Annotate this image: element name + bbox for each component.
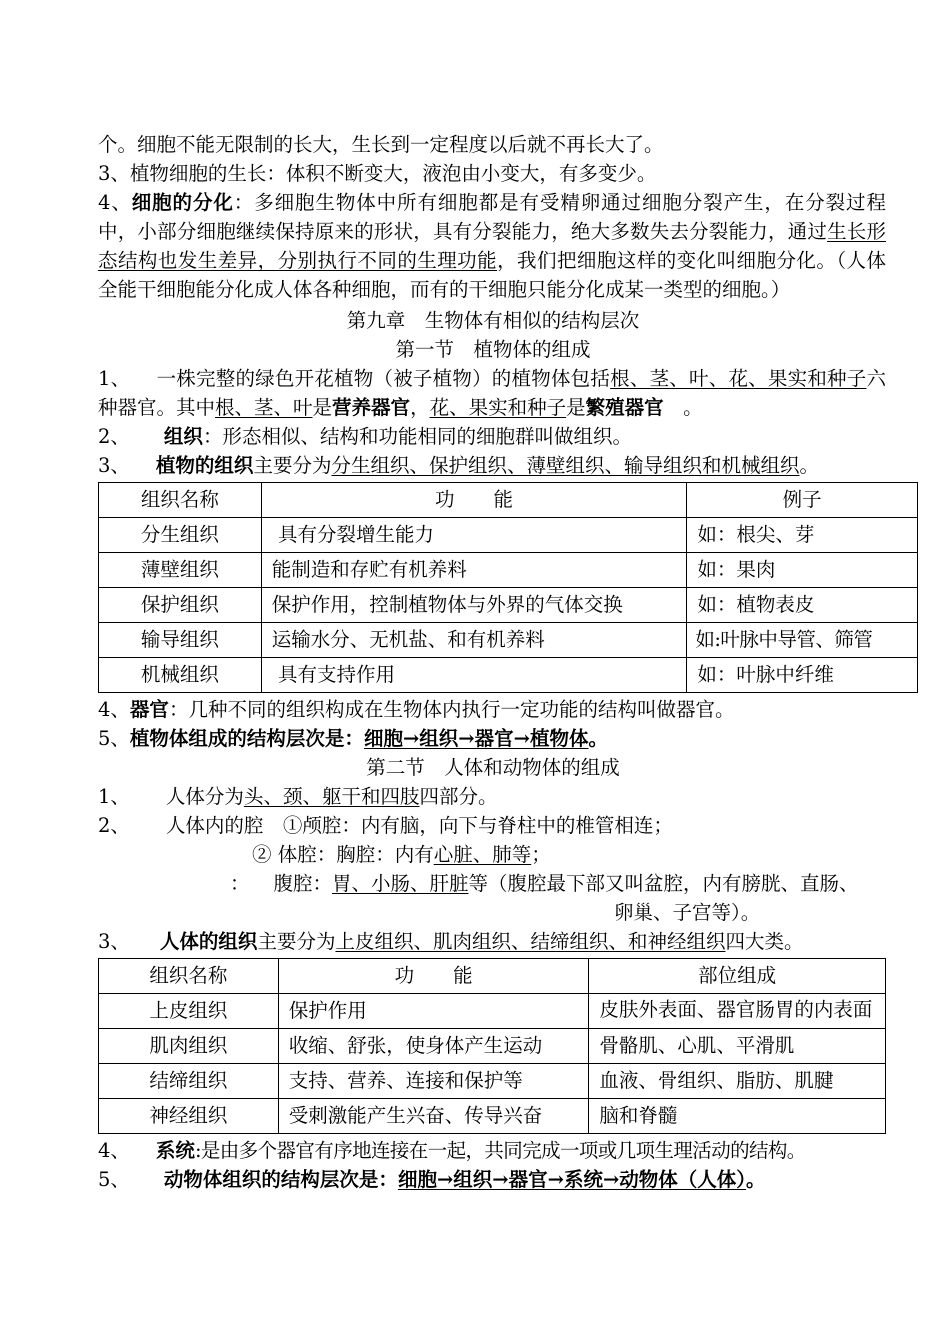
term-bold: 组织	[163, 425, 203, 448]
item-number: 2、	[98, 814, 130, 837]
term-bold: 动物体组织的结构层次是：	[163, 1168, 398, 1191]
table-row	[99, 1029, 886, 1064]
list-item	[98, 1136, 888, 1165]
table-cell: 薄壁组织	[99, 553, 262, 588]
table-header-row	[99, 959, 886, 994]
paragraph-text: 主要分为	[257, 930, 336, 953]
item-number: 3、	[98, 930, 130, 953]
table-header-row	[99, 483, 918, 518]
underlined-text: 根、茎、叶	[215, 396, 313, 419]
paragraph-text: :是由多个器官有序地连接在一起，共同完成一项或几项生理活动的结构。	[194, 1139, 806, 1162]
table-cell: 如：植物表皮	[687, 588, 918, 623]
plant-tissue-table	[98, 482, 918, 693]
paragraph-text: ：多细胞生物体中所有细胞都是有受精卵通过细胞分裂产生，在分裂过程中，小部分细胞继续保持原来的形状，具有分裂能力，绝大多数失去分裂能力，通过	[98, 191, 886, 243]
table-cell: 如：果肉	[687, 553, 918, 588]
table-row	[99, 1099, 886, 1134]
table-header: 功 能	[261, 483, 687, 518]
list-item	[98, 451, 888, 480]
item-number: 4、	[98, 1139, 130, 1162]
paragraph-text: 四大类。	[725, 930, 804, 953]
table-cell: 如:叶脉中导管、筛管	[687, 623, 918, 658]
item-number: 3、	[98, 454, 130, 477]
table-cell: 如：根尖、芽	[687, 518, 918, 553]
underlined-text: 细胞→组织→器官→系统→动物体（人体）	[397, 1168, 747, 1191]
list-item	[98, 724, 888, 753]
chapter-title: 第九章 生物体有相似的结构层次	[346, 309, 640, 332]
list-item-continuation	[98, 898, 888, 927]
table-cell: 皮肤外表面、器官肠胃的内表面	[589, 994, 886, 1029]
table-cell: 运输水分、无机盐、和有机养料	[261, 623, 687, 658]
section-title: 第二节 人体和动物体的组成	[366, 756, 620, 779]
term-bold: 繁殖器官	[585, 396, 664, 419]
term-bold: 营养器官	[332, 396, 411, 419]
table-header: 例子	[687, 483, 918, 518]
paragraph-text: 卵巢、子宫等）。	[614, 901, 761, 924]
list-item	[98, 1165, 888, 1194]
paragraph-text: 。	[663, 396, 703, 419]
list-item	[98, 927, 888, 956]
paragraph-text: 是	[566, 396, 586, 419]
underlined-text: 细胞→组织→器官→植物体	[363, 727, 589, 750]
paragraph-text: 一株完整的绿色开花植物（被子植物）的植物体包括	[156, 367, 611, 390]
table-cell: 结缔组织	[99, 1064, 279, 1099]
underlined-text: 胃、小肠、肝脏	[332, 872, 469, 895]
paragraph-text: 。	[799, 454, 819, 477]
term-bold: 植物的组织	[155, 454, 254, 477]
table-cell: 如：叶脉中纤维	[687, 658, 918, 693]
paragraph-text: 六种器官。其中	[98, 367, 886, 419]
table-cell: 收缩、舒张，使身体产生运动	[278, 1029, 589, 1064]
table-cell: 受刺激能产生兴奋、传导兴奋	[278, 1099, 589, 1134]
list-item	[98, 422, 888, 451]
list-item-continuation	[98, 840, 888, 869]
underlined-text: 根、茎、叶、花、果实和种子	[610, 367, 867, 390]
table-cell: 分生组织	[99, 518, 262, 553]
table-cell: 支持、营养、连接和保护等	[278, 1064, 589, 1099]
item-number: 1、	[98, 367, 131, 390]
table-row	[99, 623, 918, 658]
paragraph-text: 四部分。	[419, 785, 498, 808]
paragraph-text: 人体分为	[165, 785, 244, 808]
paragraph-text: ：形态相似、结构和功能相同的细胞群叫做组织。	[202, 425, 632, 448]
table-cell: 肌肉组织	[99, 1029, 279, 1064]
table-header: 组织名称	[99, 483, 262, 518]
table-cell: 输导组织	[99, 623, 262, 658]
list-item	[98, 364, 886, 422]
underlined-text: 头、颈、躯干和四肢	[243, 785, 420, 808]
table-cell: 具有支持作用	[261, 658, 687, 693]
table-cell: 神经组织	[99, 1099, 279, 1134]
paragraph-text: ，	[410, 396, 430, 419]
item-number: 1、	[98, 785, 130, 808]
table-cell: 保护作用	[278, 994, 589, 1029]
paragraph-text: 是	[312, 396, 333, 419]
term-bold: 。	[746, 1168, 766, 1191]
underlined-text: 分生组织、保护组织、薄壁组织、输导组织和机械组织	[331, 454, 800, 477]
paragraph-text: ，我们把细胞这样的变化叫细胞分化。（人体全能干细胞能分化成人体各种细胞，而有的干细胞只能分化成某一类型的细胞。）	[98, 249, 886, 301]
table-header: 组织名称	[99, 959, 279, 994]
cell-differentiation-paragraph	[98, 188, 886, 304]
document-page	[98, 130, 888, 1194]
table-cell: 机械组织	[99, 658, 262, 693]
item-number: 5、	[98, 727, 130, 750]
term-bold: 。	[588, 727, 608, 750]
item-number: 2、	[98, 425, 130, 448]
paragraph-text: 腹腔：	[273, 872, 333, 895]
table-header: 部位组成	[589, 959, 886, 994]
list-item	[98, 811, 888, 840]
list-item	[98, 782, 888, 811]
table-row	[99, 658, 918, 693]
item-number: 4、	[98, 698, 130, 721]
item-number: 4、	[98, 191, 132, 214]
list-item-continuation	[98, 869, 888, 898]
table-row	[99, 994, 886, 1029]
paragraph-text: 人体内的腔 ①颅腔：内有脑，向下与脊柱中的椎管相连；	[165, 814, 673, 837]
human-tissue-table	[98, 958, 886, 1134]
list-item	[98, 695, 888, 724]
table-row	[99, 588, 918, 623]
underlined-text: 花、果实和种子	[429, 396, 567, 419]
paragraph-text: ：几种不同的组织构成在生物体内执行一定功能的结构叫做器官。	[168, 698, 735, 721]
paragraph-line: 3、植物细胞的生长：体积不断变大，液泡由小变大，有多变少。	[98, 162, 657, 185]
underlined-text: 上皮组织、肌肉组织、结缔组织、和神经组织	[335, 930, 726, 953]
term-bold: 人体的组织	[159, 930, 258, 953]
paragraph-text: ② 体腔：胸腔：内有	[252, 843, 434, 866]
table-cell: 保护作用，控制植物体与外界的气体交换	[261, 588, 687, 623]
section-title: 第一节 植物体的组成	[395, 338, 591, 361]
paragraph-text: 主要分为	[253, 454, 332, 477]
table-cell: 上皮组织	[99, 994, 279, 1029]
term-bold: 器官	[129, 698, 169, 721]
paragraph-text: ：	[230, 872, 250, 895]
table-cell: 血液、骨组织、脂肪、肌腱	[589, 1064, 886, 1099]
table-cell: 具有分裂增生能力	[261, 518, 687, 553]
paragraph-text: 等（腹腔最下部又叫盆腔，内有膀胱、直肠、	[468, 872, 859, 895]
table-row	[99, 518, 918, 553]
table-cell: 保护组织	[99, 588, 262, 623]
table-header: 功 能	[278, 959, 589, 994]
underlined-text: 心脏、肺等	[433, 843, 532, 866]
table-row	[99, 1064, 886, 1099]
term-bold: 细胞的分化	[131, 191, 234, 214]
table-cell: 能制造和存贮有机养料	[261, 553, 687, 588]
paragraph-text: ；	[531, 843, 551, 866]
term-bold: 植物体组成的结构层次是：	[129, 727, 364, 750]
table-cell: 脑和脊髓	[589, 1099, 886, 1134]
term-bold: 系统	[155, 1139, 195, 1162]
paragraph-line: 个。细胞不能无限制的长大，生长到一定程度以后就不再长大了。	[98, 133, 664, 156]
underlined-text: 生长形态结构也发生差异，分别执行不同的生理功能	[98, 220, 886, 272]
table-cell: 骨骼肌、心肌、平滑肌	[589, 1029, 886, 1064]
table-row	[99, 553, 918, 588]
item-number: 5、	[98, 1168, 130, 1191]
